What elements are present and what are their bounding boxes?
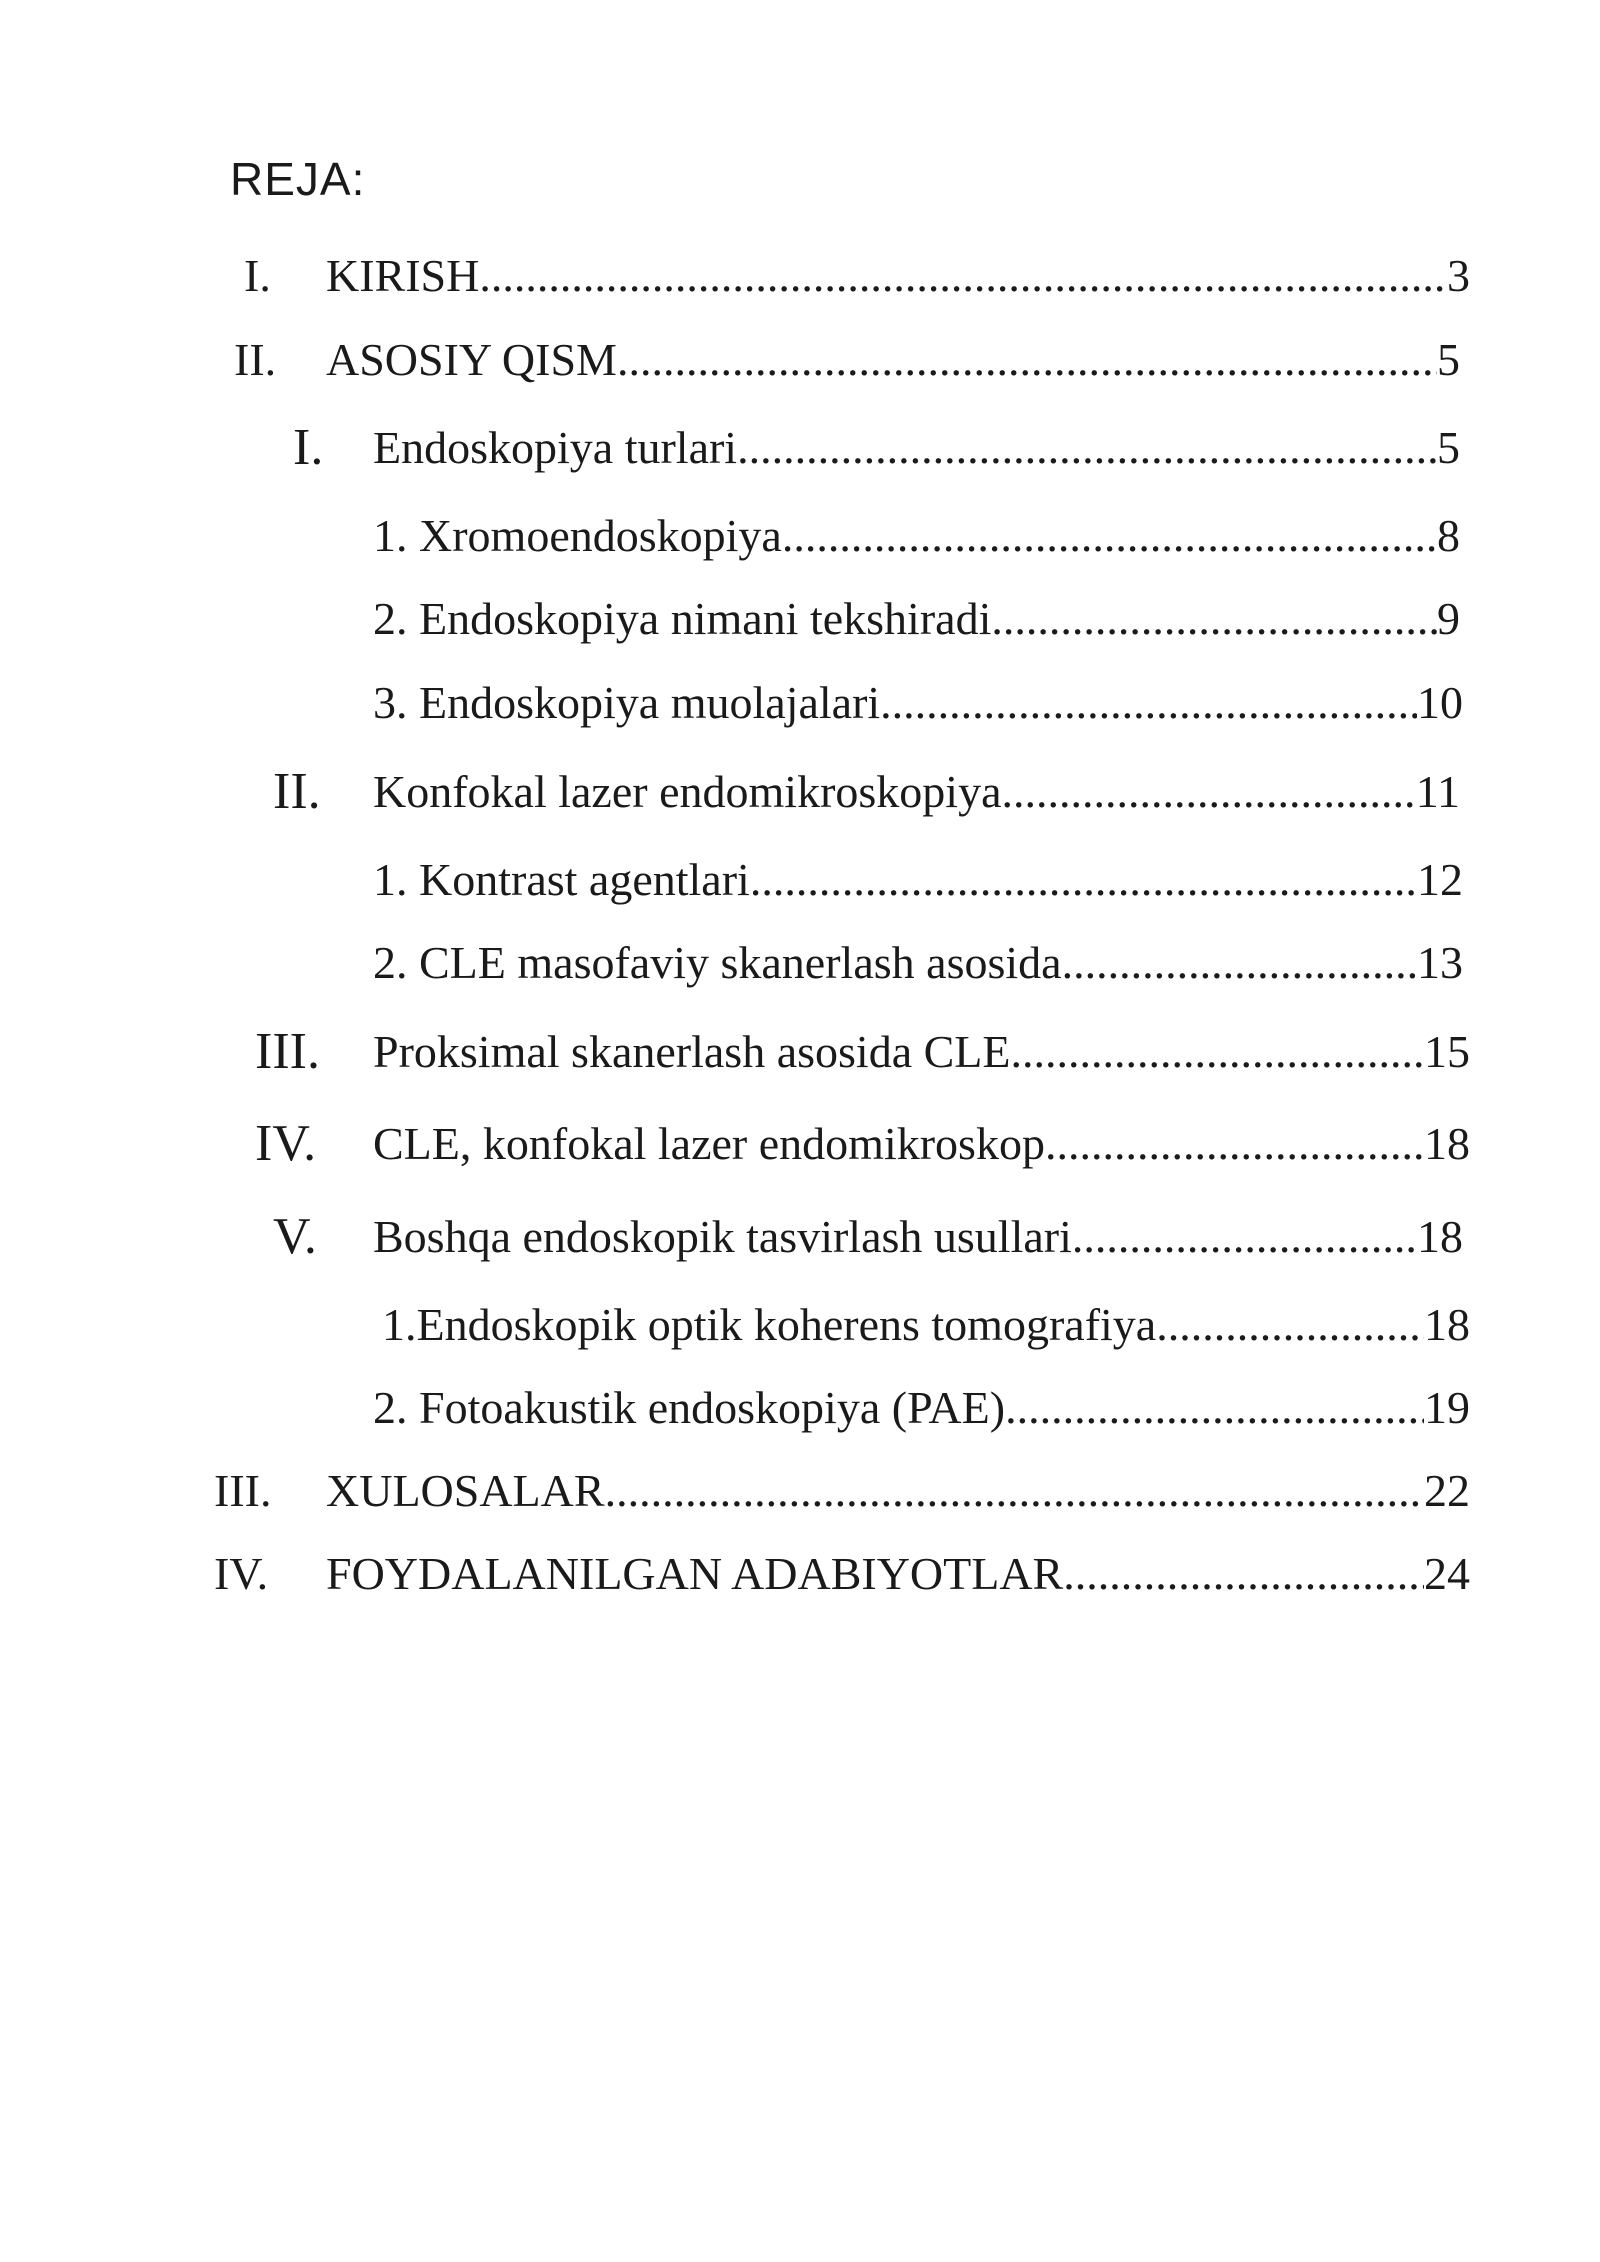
toc-text: 3. Endoskopiya muolajalari [373,677,881,728]
toc-leader [605,1463,1424,1519]
toc-text: 2. Endoskopiya nimani tekshiradi [373,593,992,644]
toc-number: II. [273,763,321,820]
toc-leader [1045,1116,1424,1172]
toc-entry-proksimal [255,1023,1470,1080]
toc-leader [750,852,1417,908]
toc-entry-nimani-tekshiradi [373,591,1460,647]
toc-page: 10 [1417,677,1463,728]
toc-entry-optik-koherens [382,1297,1470,1353]
toc-number: V. [273,1208,317,1265]
toc-entry-muolajalari [373,675,1463,731]
toc-number: III. [255,1023,320,1080]
toc-page: 22 [1424,1465,1470,1516]
toc-text: Konfokal lazer endomikroskopiya [373,766,1002,817]
toc-text: 1. Kontrast agentlari [373,854,750,905]
toc-entry-cle-konfokal [255,1115,1470,1172]
toc-entry-asosiy-qism [234,332,1460,388]
toc-entry-kirish [244,248,1470,304]
toc-page: 18 [1417,1211,1463,1262]
toc-page: 11 [1415,766,1460,817]
toc-text: FOYDALANILGAN ADABIYOTLAR [326,1548,1064,1599]
toc-entry-konfokal [273,763,1460,820]
toc-text: CLE, konfokal lazer endomikroskop [373,1118,1045,1169]
toc-leader [1156,1297,1424,1353]
toc-text: XULOSALAR [326,1465,605,1516]
toc-text: 1. Xromoendoskopiya [373,510,782,561]
toc-text: Endoskopiya turlari [373,422,738,473]
toc-leader [737,420,1437,476]
toc-page: 5 [1437,422,1460,473]
toc-leader [1062,935,1417,991]
toc-text: 2. CLE masofaviy skanerlash asosida [373,937,1062,988]
page-title: REJA: [230,153,366,205]
toc-leader [782,508,1437,564]
toc-text: Boshqa endoskopik tasvirlash usullari [373,1211,1072,1262]
toc-text: Proksimal skanerlash asosida CLE [373,1026,1011,1077]
toc-leader [1063,1546,1424,1602]
toc-entry-xulosalar [214,1463,1470,1519]
toc-page: 9 [1437,593,1460,644]
toc-page: 15 [1424,1026,1470,1077]
toc-leader [1001,764,1415,820]
toc-leader [1011,1024,1424,1080]
toc-page: 19 [1424,1382,1470,1433]
toc-page: 3 [1447,250,1470,301]
toc-page: 5 [1437,334,1460,385]
toc-number: I. [244,250,271,301]
toc-entry-boshqa [273,1208,1463,1265]
toc-page: 18 [1424,1299,1470,1350]
toc-leader [991,591,1437,647]
toc-page: 12 [1417,854,1463,905]
toc-page: 13 [1417,937,1463,988]
toc-entry-xromoendoskopiya [373,508,1460,564]
toc-entry-endoskopiya-turlari [293,419,1460,476]
toc-page: 18 [1424,1118,1470,1169]
toc-page: 24 [1424,1548,1470,1599]
toc-text: 2. Fotoakustik endoskopiya (PAE) [373,1382,1006,1433]
toc-number: I. [293,419,324,476]
toc-number: IV. [214,1548,269,1599]
toc-number: II. [234,334,277,385]
toc-text: KIRISH [326,250,480,301]
toc-leader [617,332,1437,388]
toc-entry-fotoakustik [373,1380,1470,1436]
toc-text: ASOSIY QISM [326,334,617,385]
toc-leader [479,248,1447,304]
toc-leader [1005,1380,1424,1436]
toc-number: IV. [255,1115,317,1172]
toc-page: 8 [1437,510,1460,561]
toc-entry-kontrast [373,852,1463,908]
toc-entry-cle-masofaviy [373,935,1463,991]
toc-text: 1.Endoskopik optik koherens tomografiya [382,1299,1157,1350]
toc-leader [880,675,1417,731]
toc-number: III. [214,1465,272,1516]
toc-leader [1072,1209,1417,1265]
toc-entry-adabiyotlar [214,1546,1470,1602]
